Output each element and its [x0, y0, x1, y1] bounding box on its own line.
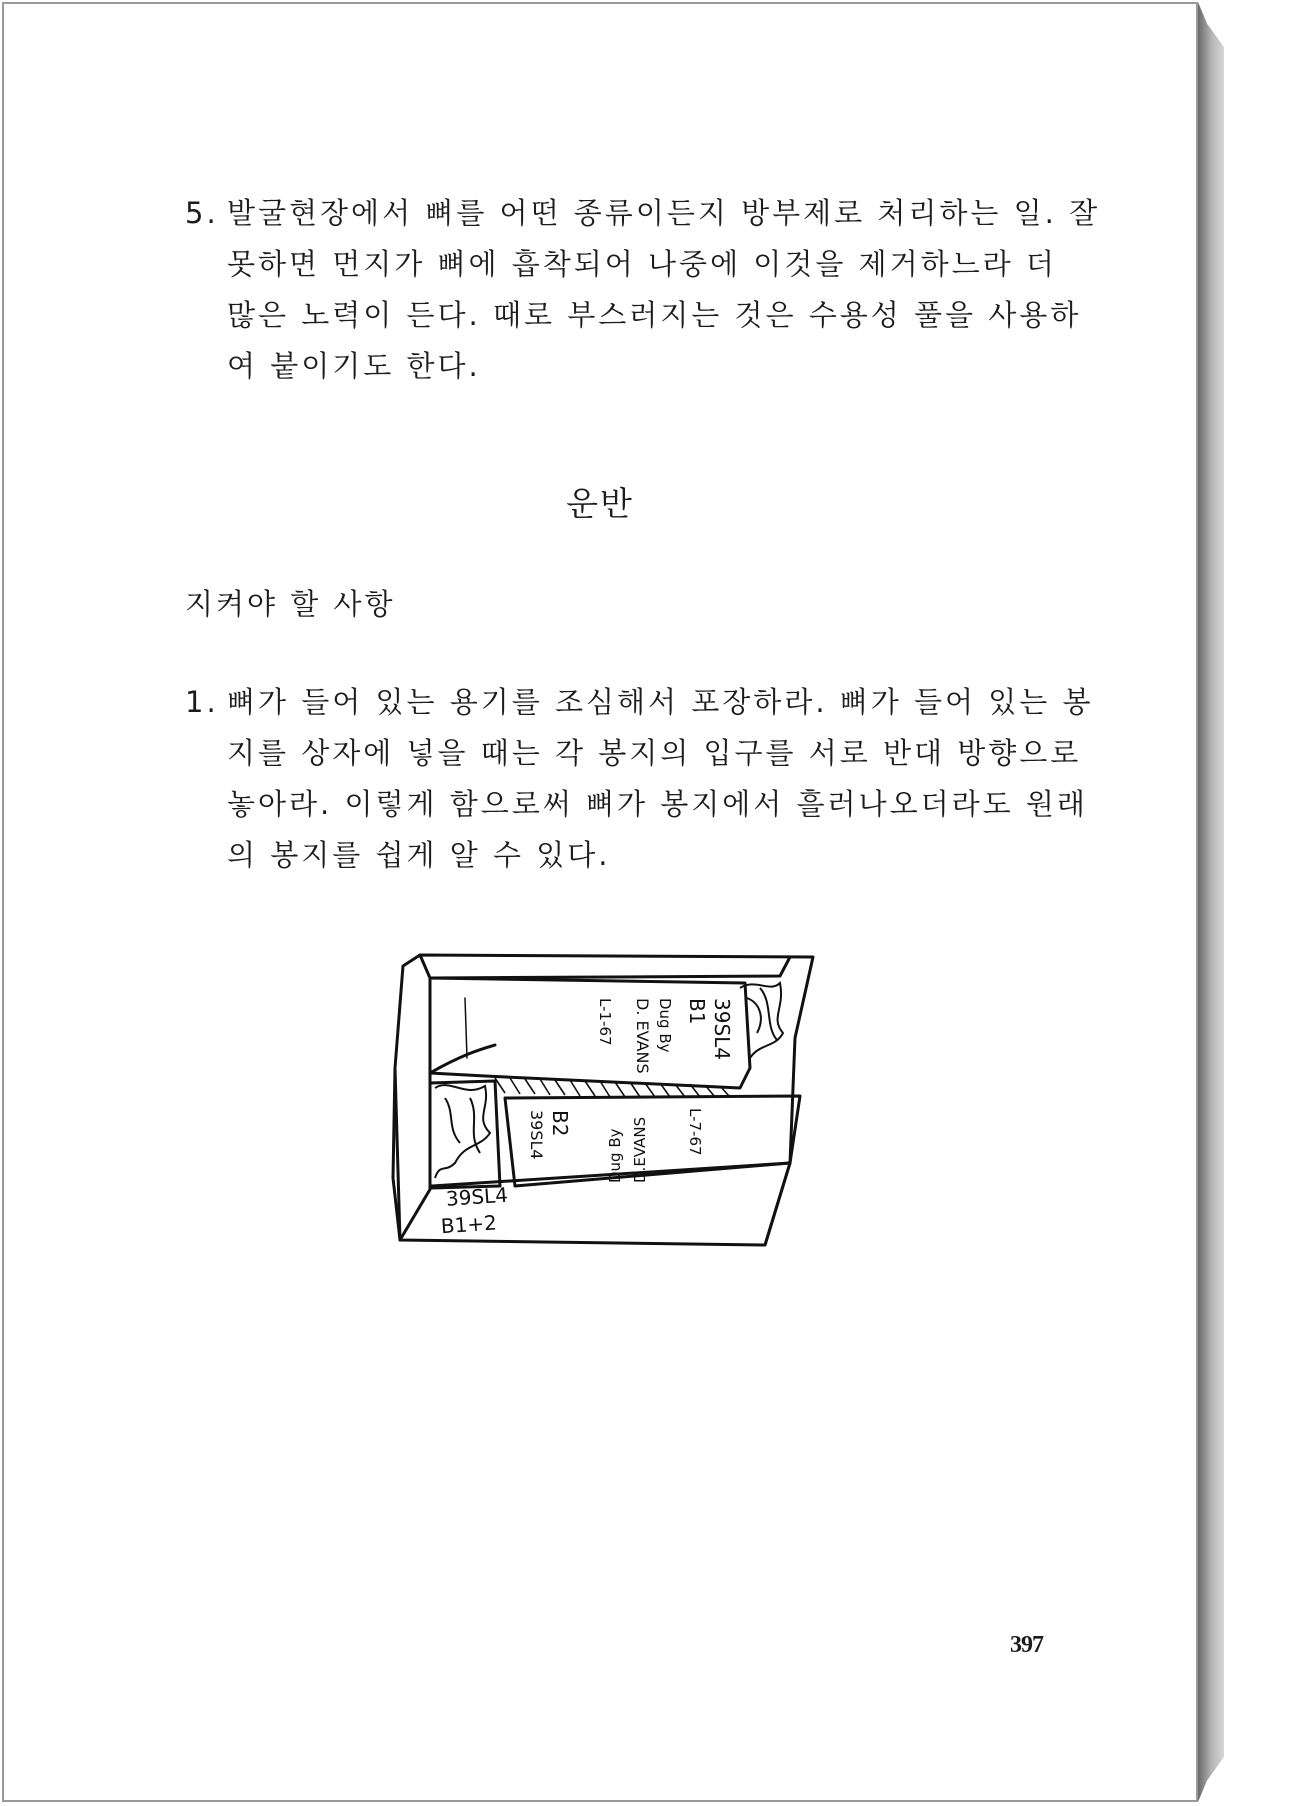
subheading: 지켜야 할 사항 — [185, 587, 396, 621]
bag-2-label-line-2: B2 — [548, 1110, 572, 1137]
bag-2-label-line-3: Dug By — [606, 1128, 624, 1183]
item-1-line-1: 뼈가 들어 있는 용기를 조심해서 포장하라. 뼈가 들어 있는 봉 — [227, 685, 1094, 719]
box-illustration — [385, 948, 815, 1253]
item-5-line-4: 여 붙이기도 한다. — [227, 349, 481, 383]
bag-2-label-line-1: 39SL4 — [527, 1110, 546, 1160]
bag-2-label-line-5: L-7-67 — [686, 1108, 704, 1156]
item-5-line-3: 많은 노력이 든다. 때로 부스러지는 것은 수용성 풀을 사용하 — [227, 298, 1082, 332]
box-label-line-2: B1+2 — [440, 1210, 498, 1239]
bag-1-label-line-4: D. EVANS — [633, 998, 652, 1074]
item-1-paragraph — [185, 677, 1094, 881]
box-label-line-1: 39SL4 — [445, 1182, 509, 1211]
bag-1-label-line-1: 39SL4 — [710, 998, 734, 1061]
bag-1-label-line-5: L-1-67 — [596, 998, 614, 1046]
item-1-line-2: 지를 상자에 넣을 때는 각 봉지의 입구를 서로 반대 방향으로 — [227, 736, 1082, 770]
book-spine-edge — [1198, 2, 1224, 1802]
item-1-number: 1. — [185, 685, 219, 719]
item-5-paragraph — [185, 188, 1101, 392]
bag-1-label-line-2: B1 — [685, 998, 709, 1025]
item-5-line-2: 못하면 먼지가 뼈에 흡착되어 나중에 이것을 제거하느라 더 — [227, 247, 1057, 281]
item-1-line-3: 놓아라. 이렇게 함으로써 뼈가 봉지에서 흘러나오더라도 원래 — [227, 787, 1088, 821]
item-5-line-1: 발굴현장에서 뼈를 어떤 종류이든지 방부제로 처리하는 일. 잘 — [227, 196, 1101, 230]
item-1-line-4: 의 봉지를 쉽게 알 수 있다. — [227, 838, 611, 872]
section-title: 운반 — [566, 484, 634, 523]
bag-1-label-line-3: Dug By — [656, 998, 674, 1053]
page-number: 397 — [1010, 1632, 1043, 1658]
bag-2-label-line-4: D.EVANS — [631, 1116, 649, 1183]
item-5-number: 5. — [185, 196, 219, 230]
